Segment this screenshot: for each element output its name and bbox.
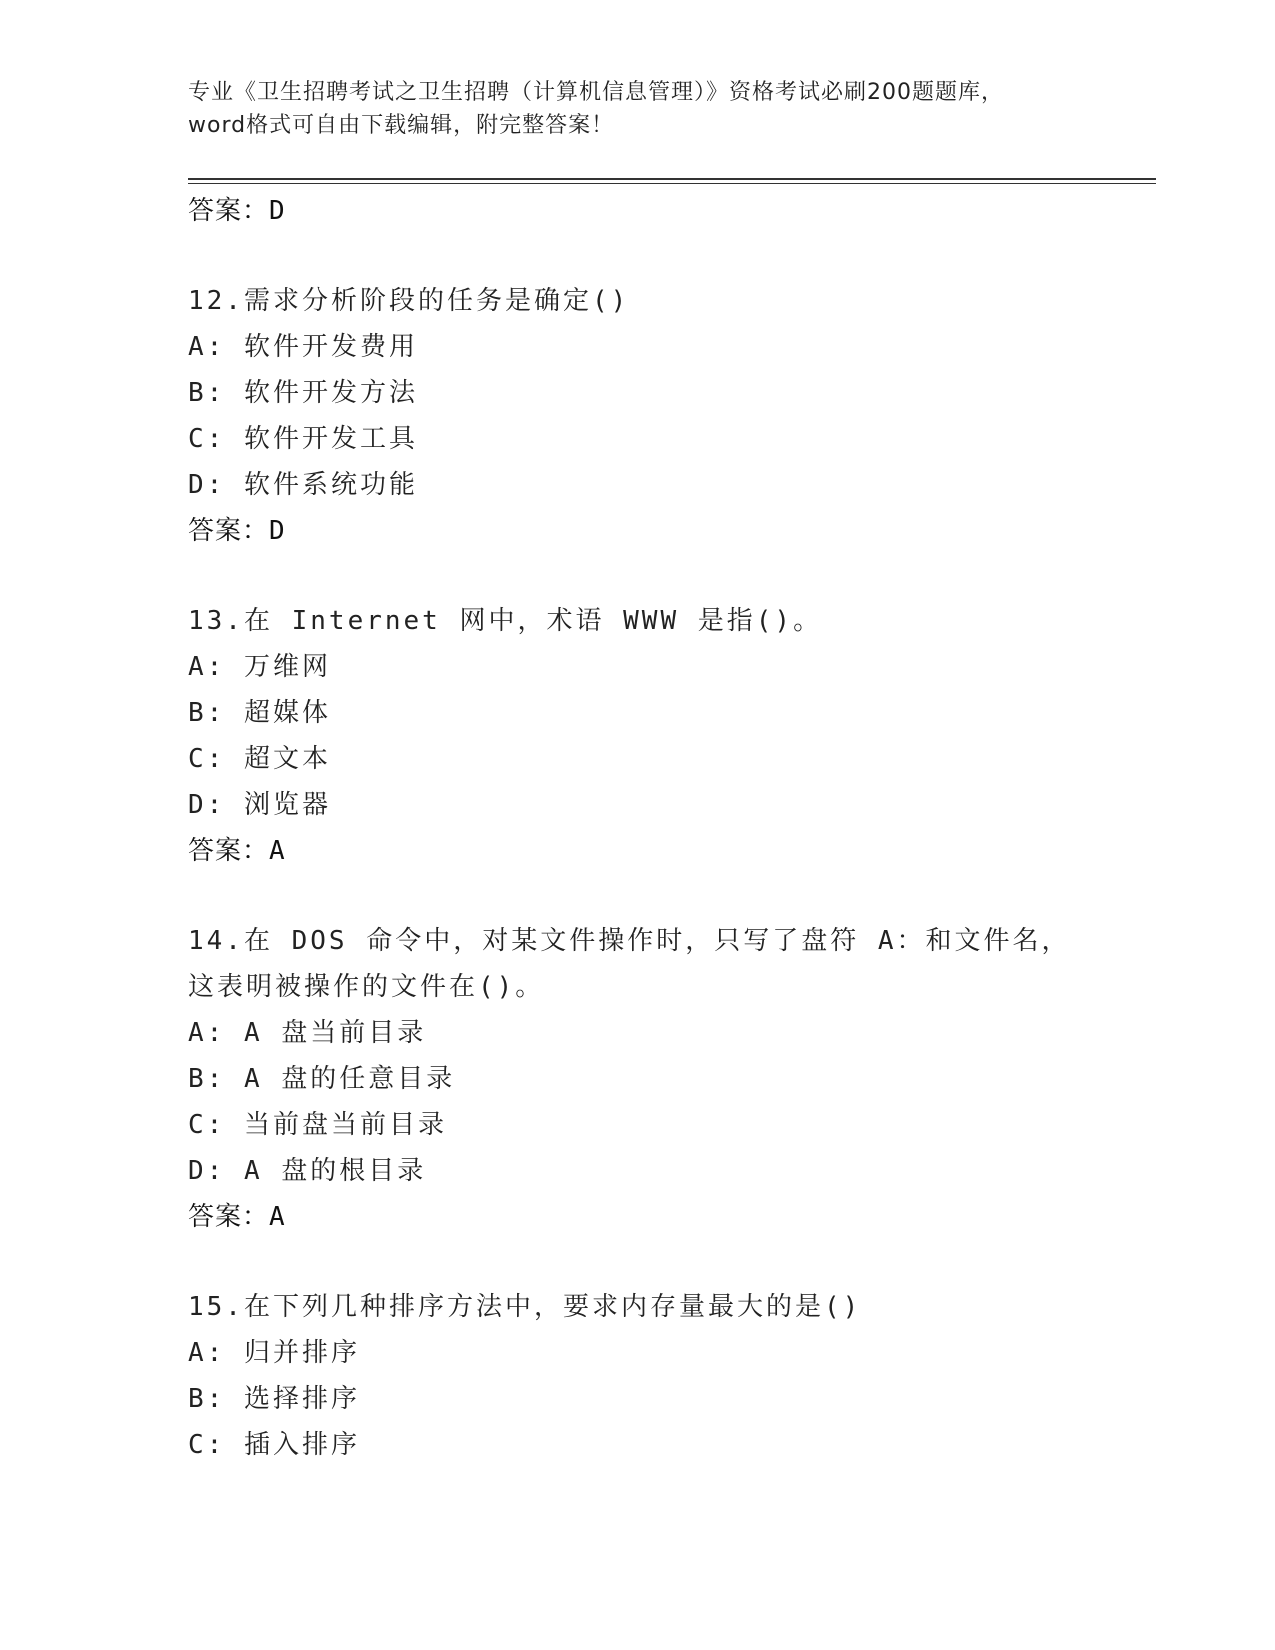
question-15 (188, 1284, 1088, 1468)
answer-label: 答案： (188, 1202, 270, 1232)
answer-line (188, 1194, 1088, 1240)
answer-line (188, 188, 1088, 234)
questions-content (188, 188, 1088, 1468)
answer-line (188, 828, 1088, 874)
header-divider (188, 178, 1156, 184)
answer-label: 答案： (188, 196, 270, 226)
option-a: A: 软件开发费用 (188, 332, 418, 362)
option-b: B: 软件开发方法 (188, 378, 418, 408)
answer-value: A (269, 836, 286, 866)
header-line-2: word格式可自由下载编辑，附完整答案！ (188, 113, 615, 138)
option-b: B: 选择排序 (188, 1384, 360, 1414)
question-text: 12.需求分析阶段的任务是确定() (188, 286, 630, 316)
question-13 (188, 598, 1088, 874)
option-a: A: A 盘当前目录 (188, 1018, 427, 1048)
question-text: 14.在 DOS 命令中，对某文件操作时，只写了盘符 A：和文件名，这表明被操作的文件在()。 (188, 926, 1071, 1002)
option-a: A: 归并排序 (188, 1338, 360, 1368)
option-c: C: 软件开发工具 (188, 424, 418, 454)
option-c: C: 当前盘当前目录 (188, 1110, 447, 1140)
answer-value: D (269, 196, 286, 226)
option-a: A: 万维网 (188, 652, 331, 682)
answer-value: A (269, 1202, 286, 1232)
question-text: 13.在 Internet 网中，术语 WWW 是指()。 (188, 606, 823, 636)
answer-label: 答案： (188, 516, 270, 546)
option-d: D: 软件系统功能 (188, 470, 418, 500)
option-d: D: A 盘的根目录 (188, 1156, 427, 1186)
option-c: C: 插入排序 (188, 1430, 360, 1460)
option-d: D: 浏览器 (188, 790, 331, 820)
option-b: B: 超媒体 (188, 698, 331, 728)
question-14 (188, 918, 1088, 1240)
option-b: B: A 盘的任意目录 (188, 1064, 456, 1094)
question-text: 15.在下列几种排序方法中，要求内存量最大的是() (188, 1292, 862, 1322)
header-line-1: 专业《卫生招聘考试之卫生招聘（计算机信息管理）》资格考试必刷200题题库， (188, 80, 1004, 105)
question-12 (188, 278, 1088, 554)
answer-label: 答案： (188, 836, 270, 866)
document-header (188, 76, 1088, 142)
answer-line (188, 508, 1088, 554)
option-c: C: 超文本 (188, 744, 331, 774)
answer-value: D (269, 516, 286, 546)
